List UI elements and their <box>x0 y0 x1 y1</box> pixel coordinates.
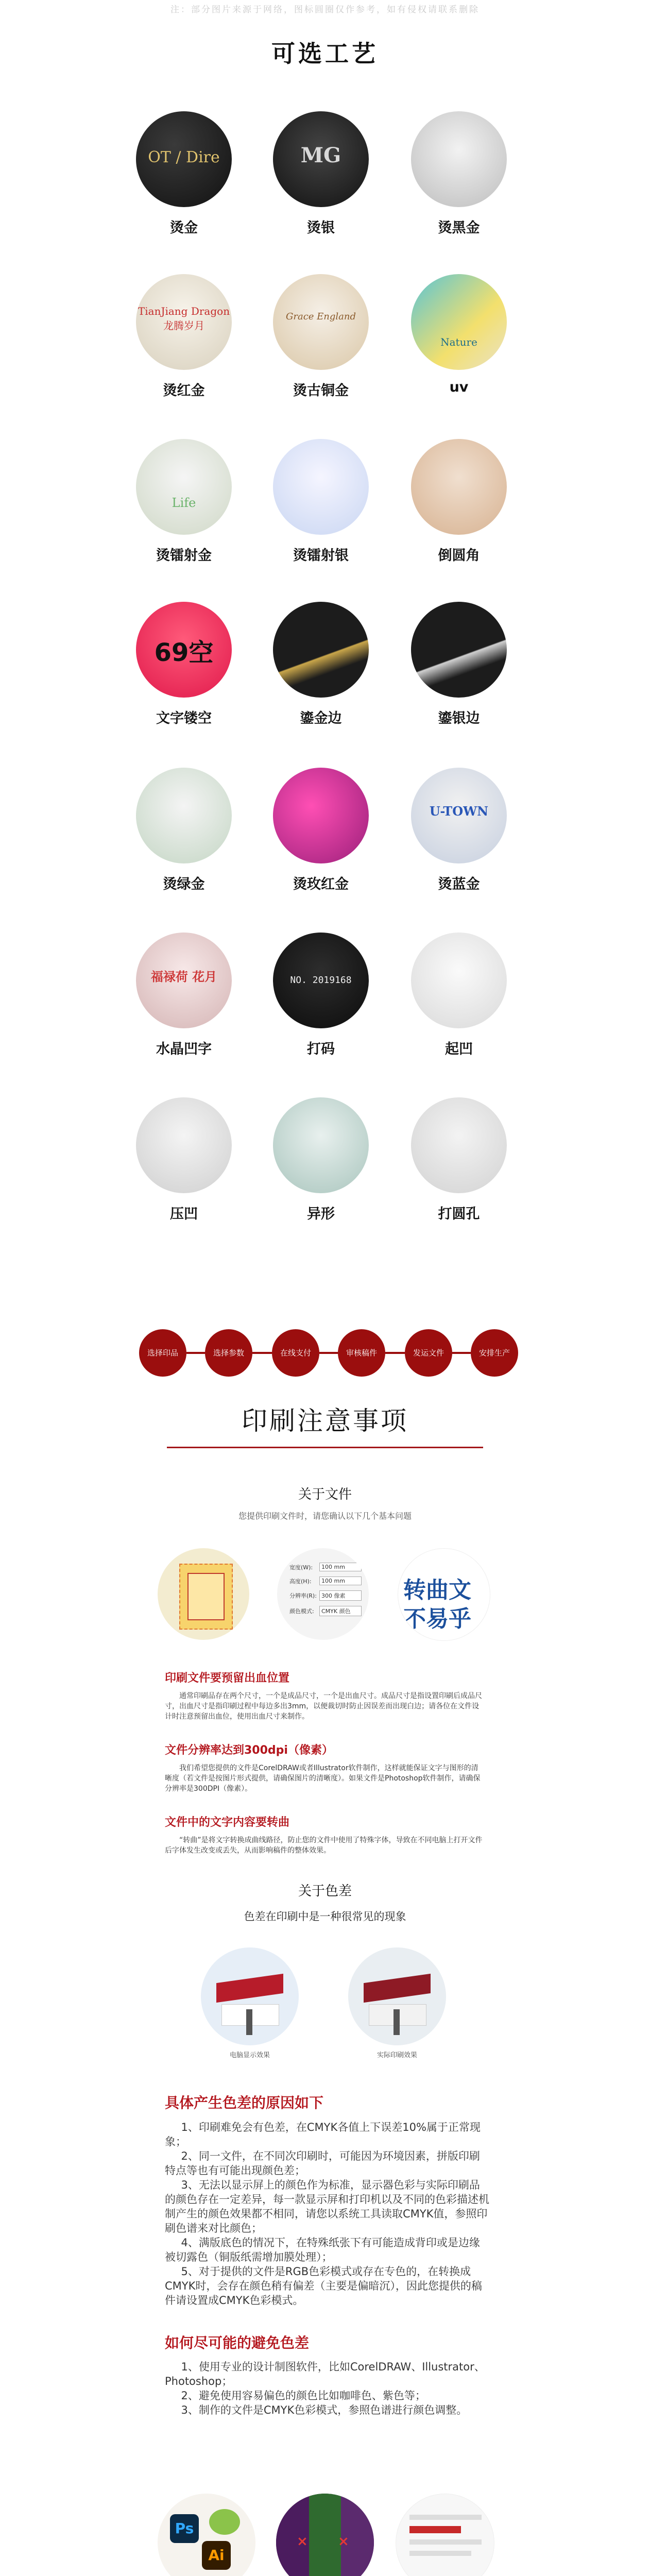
flow-step: 选择参数 <box>205 1329 252 1377</box>
color-h1: 具体产生色差的原因如下 <box>165 2094 324 2111</box>
craft-item <box>132 439 235 564</box>
mock-input-label: 宽度(W): <box>289 1564 313 1571</box>
file-section-subtitle: 您提供印刷文件时，请您确认以下几个基本问题 <box>238 1511 412 1521</box>
craft-item <box>269 439 372 564</box>
flow-step: 在线支付 <box>272 1329 319 1377</box>
craft-sample-image <box>411 111 507 207</box>
software-figure <box>158 2494 255 2576</box>
file-h1: 印刷文件要预留出血位置 <box>165 1672 290 1685</box>
craft-sample-image <box>273 274 369 370</box>
outline-text-line-2: 不易乎 <box>403 1606 471 1632</box>
craft-item <box>132 602 235 727</box>
print-notes-title: 印刷注意事项 <box>242 1406 408 1436</box>
craft-item <box>269 111 372 236</box>
craft-sample-image <box>411 933 507 1028</box>
craft-sample-art: 福禄荷 花月 <box>150 969 217 984</box>
craft-sample-image <box>273 439 369 535</box>
mock-input-label: 分辨率(R): <box>289 1592 317 1599</box>
craft-label: 烫蓝金 <box>438 876 480 892</box>
craft-item <box>132 768 235 893</box>
craft-label: 烫绿金 <box>163 876 205 892</box>
tip-item: 3、制作的文件是CMYK色彩模式，参照色谱进行颜色调整。 <box>181 2404 468 2416</box>
cross-icon: × <box>338 2534 349 2549</box>
flow-connector <box>385 1352 405 1354</box>
mock-input-value: 100 mm <box>319 1563 362 1571</box>
craft-item <box>407 602 510 727</box>
craft-sample-art: Nature <box>440 336 477 348</box>
craft-sample-image <box>411 602 507 698</box>
craft-item <box>269 933 372 1058</box>
craft-sample-image <box>136 111 232 207</box>
tip-item: 2、避免使用容易偏色的颜色比如咖啡色、紫色等； <box>181 2389 426 2402</box>
reason-item: 5、对于提供的文件是RGB色彩模式或存在专色的，在转换成CMYK时，会存在颜色稍有偏差（主要是偏暗沉），因此您提供的稿件请设置成CMYK色彩模式。 <box>165 2265 482 2307</box>
color-h2: 如何尽可能的避免色差 <box>165 2334 310 2351</box>
print-color-figure <box>348 1947 446 2045</box>
outline-text-line-1: 转曲文 <box>403 1577 471 1603</box>
craft-sample-image <box>273 602 369 698</box>
reason-item: 3、无法以显示屏上的颜色作为标准，显示器色彩与实际印刷品的颜色存在一定差异，每一款显示屏和打印机以及不同的色彩描述机制产生的颜色效果都不相同，请您以系统工具读取CMYK值，参照印刷色谱来对比颜色； <box>165 2179 489 2234</box>
section-title-crafts: 可选工艺 <box>271 40 379 67</box>
craft-sample-art: U-TOWN <box>429 804 489 819</box>
flow-connector <box>452 1352 471 1354</box>
craft-label: 压凹 <box>170 1206 198 1222</box>
mock-input-row <box>289 1563 362 1571</box>
fig1-caption: 电脑显示效果 <box>229 2052 270 2059</box>
craft-label: 烫银 <box>307 220 335 236</box>
cross-icon: × <box>297 2534 308 2549</box>
craft-label: 烫镭射金 <box>156 548 212 564</box>
craft-sample-image <box>411 439 507 535</box>
craft-sample-art: OT / Dire <box>148 148 220 166</box>
photoshop-icon: Ps <box>170 2514 199 2543</box>
craft-sample-art: Life <box>172 496 196 510</box>
flow-connector <box>252 1352 272 1354</box>
craft-item <box>407 439 510 564</box>
mock-input-row <box>289 1577 362 1585</box>
screen-color-figure <box>201 1947 299 2045</box>
bleed-illustration <box>158 1548 249 1640</box>
craft-label: uv <box>449 379 469 395</box>
craft-sample-image <box>273 933 369 1028</box>
craft-item <box>269 768 372 893</box>
flow-step: 安排生产 <box>471 1329 518 1377</box>
craft-label: 文字镂空 <box>156 710 212 726</box>
craft-sample-image <box>273 1097 369 1193</box>
color-reasons <box>165 2120 489 2308</box>
craft-item <box>407 274 510 395</box>
craft-label: 烫黑金 <box>438 220 480 236</box>
mock-input-value: CMYK 颜色 <box>319 1606 362 1616</box>
outline-text-illustration <box>398 1548 490 1641</box>
craft-item <box>132 274 235 399</box>
file-h2: 文件分辨率达到300dpi（像素） <box>165 1744 333 1757</box>
file-p2: 我们希望您提供的文件是CorelDRAW或者Illustrator软件制作，这样就能保证文字与图形的清晰度（若文件是按图片形式提供，请确保图片的清晰度）。如果文件是Photoshop软件制作，请确保分辨率是300DPI（像素）。 <box>165 1764 481 1793</box>
file-p1: 通常印刷品存在两个尺寸，一个是成品尺寸，一个是出血尺寸。成品尺寸是指设置印刷后成品尺寸，出血尺寸是指印刷过程中每边多出3mm，以便裁切时防止因误差而出现白边；请各位在文件设计时注意预留出血位，使用出血尺寸来制作。 <box>165 1692 482 1721</box>
mock-input-label: 颜色模式: <box>289 1608 314 1615</box>
flow-step: 审核稿件 <box>338 1329 385 1377</box>
craft-sample-image <box>136 602 232 698</box>
craft-sample-art: TianJiang Dragon 龙腾岁月 <box>138 305 230 332</box>
craft-sample-image <box>136 439 232 535</box>
flow-step: 发运文件 <box>405 1329 452 1377</box>
craft-sample-image <box>273 768 369 863</box>
craft-item <box>269 602 372 727</box>
avoid-colors-figure <box>276 2494 374 2576</box>
craft-sample-art: 69空 <box>154 638 214 667</box>
mock-input-label: 高度(H): <box>289 1578 312 1585</box>
craft-label: 起凹 <box>445 1041 473 1057</box>
craft-label: 烫古铜金 <box>293 383 349 399</box>
craft-item <box>132 933 235 1058</box>
craft-sample-image <box>411 274 507 370</box>
top-note: 注：部分图片来源于网络，图标圆圈仅作参考，如有侵权请联系删除 <box>170 5 480 15</box>
reason-item: 2、同一文件，在不同次印刷时，可能因为环境因素，拼版印刷特点等也有可能出现颜色差； <box>165 2150 480 2177</box>
resolution-illustration <box>277 1548 369 1640</box>
craft-label: 烫玫红金 <box>293 876 349 892</box>
cmyk-dialog-figure <box>396 2494 494 2576</box>
craft-label: 鎏金边 <box>300 710 342 726</box>
flow-connector <box>186 1352 205 1354</box>
craft-item <box>407 1097 510 1223</box>
file-p3: “转曲”是将文字转换成曲线路径，防止您的文件中使用了特殊字体，导致在不同电脑上打开文件后字体发生改变或丢失，从而影响稿件的整体效果。 <box>165 1836 483 1855</box>
craft-sample-image <box>136 933 232 1028</box>
mock-input-value: 100 mm <box>319 1577 362 1585</box>
flow-step: 选择印品 <box>139 1329 186 1377</box>
craft-sample-art: NO. 2019168 <box>290 975 352 986</box>
craft-item <box>269 1097 372 1223</box>
mock-input-value: 300 像素 <box>319 1590 362 1601</box>
craft-label: 烫金 <box>170 220 198 236</box>
craft-item <box>407 933 510 1058</box>
craft-item <box>132 1097 235 1223</box>
craft-item <box>269 274 372 399</box>
craft-sample-image <box>136 1097 232 1193</box>
craft-sample-art: Grace England <box>285 311 356 322</box>
craft-label: 异形 <box>307 1206 335 1222</box>
craft-sample-image <box>411 768 507 863</box>
reason-item: 1、印刷难免会有色差，在CMYK各值上下误差10%属于正常现象； <box>165 2121 481 2148</box>
file-section-title: 关于文件 <box>298 1487 352 1502</box>
craft-sample-image <box>411 1097 507 1193</box>
craft-label: 烫红金 <box>163 383 205 399</box>
fig2-caption: 实际印刷效果 <box>377 2052 417 2059</box>
mock-input-row <box>289 1606 362 1616</box>
color-tips <box>165 2360 489 2417</box>
flow-connector <box>319 1352 338 1354</box>
craft-sample-image <box>273 111 369 207</box>
reason-item: 4、满版底色的情况下，在特殊纸张下有可能造成背印或是边缘被切露色（铜版纸需增加膜处理）； <box>165 2236 480 2263</box>
craft-label: 水晶凹字 <box>156 1041 212 1057</box>
craft-item <box>407 768 510 893</box>
craft-label: 打圆孔 <box>438 1206 480 1222</box>
craft-label: 打码 <box>307 1041 335 1057</box>
file-h3: 文件中的文字内容要转曲 <box>165 1816 290 1829</box>
tip-item: 1、使用专业的设计制图软件，比如CorelDRAW、Illustrator、Photoshop； <box>165 2361 485 2387</box>
craft-label: 倒圆角 <box>438 548 480 564</box>
color-section-subtitle: 色差在印刷中是一种很常见的现象 <box>244 1910 406 1923</box>
craft-sample-image <box>136 768 232 863</box>
print-notes-divider <box>167 1447 483 1448</box>
illustrator-icon: Ai <box>202 2541 231 2570</box>
mock-input-row <box>289 1590 362 1601</box>
color-section-title: 关于色差 <box>298 1884 352 1899</box>
craft-label: 烫镭射银 <box>293 548 349 564</box>
craft-sample-art: MG <box>300 143 341 167</box>
craft-sample-image <box>136 274 232 370</box>
craft-label: 鎏银边 <box>438 710 480 726</box>
craft-item <box>407 111 510 236</box>
craft-item <box>132 111 235 236</box>
